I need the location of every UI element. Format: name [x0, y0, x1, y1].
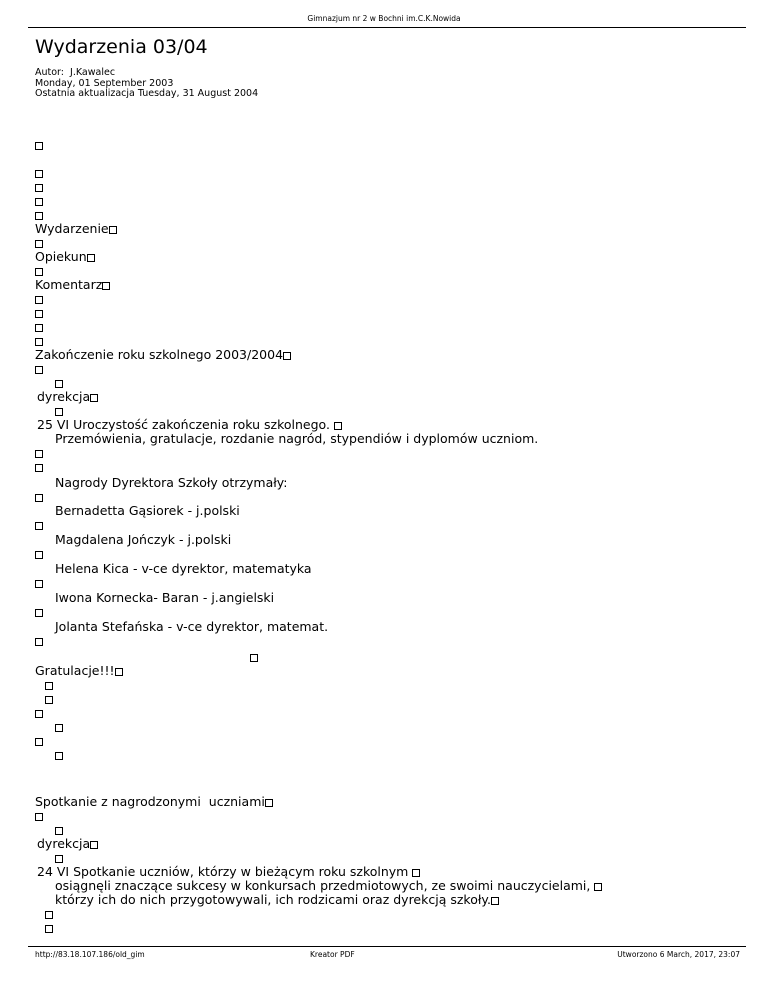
placeholder-row [55, 376, 63, 390]
placeholder-glyph-icon [35, 580, 43, 588]
placeholder-row [35, 446, 43, 460]
placeholder-glyph-icon [35, 450, 43, 458]
event1-supervisor: dyrekcja [37, 390, 98, 404]
placeholder-row [35, 362, 43, 376]
footer-generator: Kreator PDF [310, 950, 355, 959]
placeholder-glyph-icon [102, 282, 110, 290]
placeholder-row [35, 306, 43, 320]
placeholder-glyph-icon [265, 799, 273, 807]
placeholder-glyph-icon [115, 668, 123, 676]
placeholder-glyph-icon [491, 897, 499, 905]
placeholder-row [45, 692, 53, 706]
award-item: Bernadetta Gąsiorek - j.polski [55, 503, 240, 518]
placeholder-glyph-icon [35, 184, 43, 192]
footer-rule [28, 946, 746, 947]
placeholder-glyph-icon [55, 827, 63, 835]
placeholder-glyph-icon [45, 696, 53, 704]
placeholder-glyph-icon [35, 296, 43, 304]
awards-heading: Nagrody Dyrektora Szkoły otrzymały: [55, 475, 288, 490]
article-meta [35, 68, 258, 100]
placeholder-row [45, 678, 53, 692]
placeholder-row [35, 706, 43, 720]
placeholder-row [35, 320, 43, 334]
placeholder-glyph-icon [35, 464, 43, 472]
event2-title: Spotkanie z nagrodzonymi uczniami [35, 795, 273, 809]
placeholder-row [35, 634, 43, 648]
placeholder-glyph-icon [109, 226, 117, 234]
footer-created: Utworzono 6 March, 2017, 23:07 [617, 950, 740, 959]
article-title: Wydarzenia 03/04 [35, 36, 208, 58]
placeholder-glyph-icon [35, 268, 43, 276]
table-header-comment: Komentarz [35, 278, 110, 292]
placeholder-glyph-icon [90, 394, 98, 402]
placeholder-glyph-icon [35, 522, 43, 530]
placeholder-glyph-icon [35, 170, 43, 178]
event2-supervisor: dyrekcja [37, 837, 98, 851]
event2-line1: 24 VI Spotkanie uczniów, którzy w bieżącym roku szkolnym [37, 865, 420, 879]
placeholder-glyph-icon [87, 254, 95, 262]
event2-line2: osiągnęli znaczące sukcesy w konkursach przedmiotowych, ze swoimi nauczycielami, [55, 879, 602, 893]
placeholder-row [35, 460, 43, 474]
placeholder-row [35, 605, 43, 619]
event1-line1: 25 VI Uroczystość zakończenia roku szkolnego. [37, 418, 342, 432]
placeholder-row [35, 576, 43, 590]
award-item: Iwona Kornecka- Baran - j.angielski [55, 590, 275, 605]
placeholder-glyph-icon [55, 408, 63, 416]
placeholder-glyph-icon [35, 310, 43, 318]
placeholder-row [35, 236, 43, 250]
table-header-event: Wydarzenie [35, 222, 117, 236]
placeholder-row [45, 921, 53, 935]
placeholder-glyph-icon [35, 813, 43, 821]
placeholder-row [35, 547, 43, 561]
placeholder-glyph-icon [35, 142, 43, 150]
placeholder-row [35, 180, 43, 194]
placeholder-glyph-icon [334, 422, 342, 430]
placeholder-row [35, 166, 43, 180]
event2-line3: którzy ich do nich przygotowywali, ich rodzicami oraz dyrekcją szkoły. [55, 893, 499, 907]
placeholder-row [35, 734, 43, 748]
placeholder-glyph-icon [412, 869, 420, 877]
placeholder-row [35, 138, 43, 152]
placeholder-row [35, 264, 43, 278]
placeholder-row [55, 823, 63, 837]
congrats-text: Gratulacje!!! [35, 664, 123, 678]
placeholder-glyph-icon [35, 738, 43, 746]
placeholder-row [35, 490, 43, 504]
placeholder-row [55, 404, 63, 418]
placeholder-glyph-icon [35, 198, 43, 206]
author-line: Autor: J.Kawalec [35, 67, 116, 78]
placeholder-glyph-icon [55, 724, 63, 732]
placeholder-glyph-icon [45, 911, 53, 919]
placeholder-glyph-icon [594, 883, 602, 891]
placeholder-glyph-icon [35, 240, 43, 248]
placeholder-row [35, 194, 43, 208]
placeholder-glyph-icon [35, 638, 43, 646]
date-line: Monday, 01 September 2003 [35, 77, 174, 89]
placeholder-row [45, 907, 53, 921]
placeholder-glyph-icon [55, 380, 63, 388]
placeholder-glyph-icon [45, 925, 53, 933]
updated-line: Ostatnia aktualizacja Tuesday, 31 August 2004 [35, 88, 259, 99]
placeholder-glyph-icon [35, 609, 43, 617]
placeholder-glyph-icon [35, 324, 43, 332]
table-header-supervisor: Opiekun [35, 250, 95, 264]
placeholder-glyph-icon [45, 682, 53, 690]
placeholder-glyph-icon [55, 752, 63, 760]
placeholder-glyph-icon [35, 551, 43, 559]
footer-url: http://83.18.107.186/old_gim [35, 950, 145, 959]
placeholder-row [55, 720, 63, 734]
placeholder-row [35, 334, 43, 348]
placeholder-glyph-icon [90, 841, 98, 849]
award-item: Magdalena Jończyk - j.polski [55, 532, 232, 547]
placeholder-glyph-icon [35, 212, 43, 220]
placeholder-glyph-icon [35, 366, 43, 374]
award-item: Helena Kica - v-ce dyrektor, matematyka [55, 561, 312, 576]
placeholder-glyph-icon [35, 338, 43, 346]
placeholder-row [35, 809, 43, 823]
award-item: Jolanta Stefańska - v-ce dyrektor, matemat. [55, 619, 329, 634]
placeholder-row [35, 208, 43, 222]
header-rule [28, 27, 746, 28]
page-header: Gimnazjum nr 2 w Bochni im.C.K.Nowida [307, 14, 461, 23]
placeholder-row [55, 851, 63, 865]
event1-title: Zakończenie roku szkolnego 2003/2004 [35, 348, 291, 362]
placeholder-glyph-icon [55, 855, 63, 863]
placeholder-row [250, 650, 258, 664]
placeholder-glyph-icon [250, 654, 258, 662]
placeholder-row [55, 748, 63, 762]
event1-line2: Przemówienia, gratulacje, rozdanie nagród, stypendiów i dyplomów uczniom. [55, 431, 539, 446]
placeholder-row [35, 518, 43, 532]
placeholder-glyph-icon [35, 710, 43, 718]
placeholder-glyph-icon [35, 494, 43, 502]
placeholder-glyph-icon [283, 352, 291, 360]
placeholder-row [35, 292, 43, 306]
